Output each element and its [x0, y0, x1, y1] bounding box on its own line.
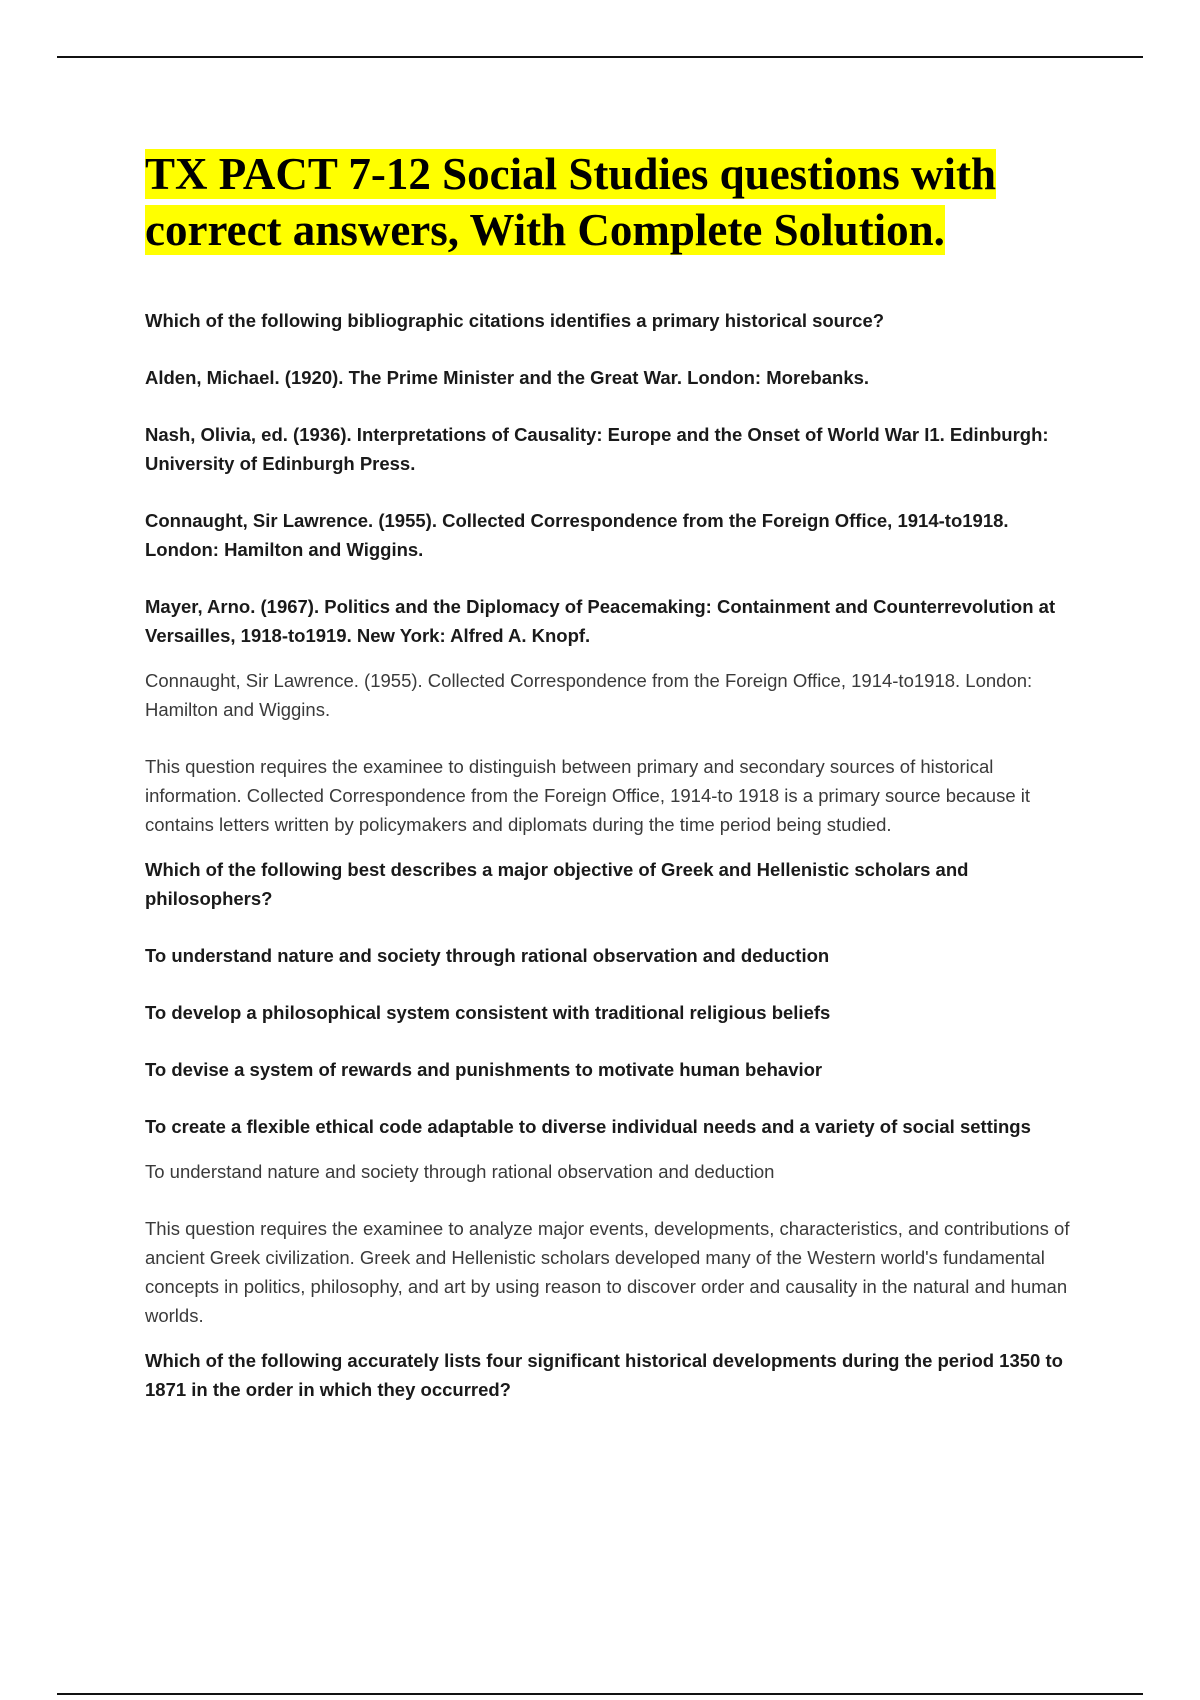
header-rule [57, 56, 1143, 58]
explanation: This question requires the examinee to analyze major events, developments, characteristics, and contributions of ancient Greek civilization. Greek and Hellenistic scholars developed many of the Western world's fundamental concepts in politics, philosophy, and art by using reason to discover order and causality in the natural and human worlds. [145, 1218, 1070, 1326]
question-text: Which of the following best describes a major objective of Greek and Hellenistic scholars and philosophers? [145, 859, 969, 909]
answer-option: Mayer, Arno. (1967). Politics and the Diplomacy of Peacemaking: Containment and Counterrevolution at Versailles, 1918-to1919. New York: Alfred A. Knopf. [145, 596, 1056, 646]
question-block-3 [145, 1346, 1085, 1404]
correct-answer: To understand nature and society through rational observation and deduction [145, 1161, 775, 1182]
question-text: Which of the following bibliographic citations identifies a primary historical source? [145, 310, 885, 331]
correct-answer: Connaught, Sir Lawrence. (1955). Collected Correspondence from the Foreign Office, 1914-to1918. London: Hamilton and Wiggins. [145, 670, 1033, 720]
question-text: Which of the following accurately lists four significant historical developments during the period 1350 to 1871 in the order in which they occurred? [145, 1350, 1063, 1400]
explanation: This question requires the examinee to distinguish between primary and secondary sources of historical information. Collected Correspondence from the Foreign Office, 1914-to 1918 is a primary source because it contains letters written by policymakers and diplomats during the time period being studied. [145, 756, 1031, 835]
answer-option: To create a flexible ethical code adaptable to diverse individual needs and a variety of social settings [145, 1116, 1031, 1137]
answer-option: Connaught, Sir Lawrence. (1955). Collected Correspondence from the Foreign Office, 1914-to1918. London: Hamilton and Wiggins. [145, 510, 1009, 560]
answer-option: Nash, Olivia, ed. (1936). Interpretations of Causality: Europe and the Onset of World War I1. Edinburgh: University of Edinburgh Press. [145, 424, 1049, 474]
answer-option: Alden, Michael. (1920). The Prime Minister and the Great War. London: Morebanks. [145, 367, 870, 388]
document-body [145, 146, 1085, 1404]
answer-option: To understand nature and society through rational observation and deduction [145, 945, 830, 966]
answer-option: To devise a system of rewards and punishments to motivate human behavior [145, 1059, 823, 1080]
answer-option: To develop a philosophical system consistent with traditional religious beliefs [145, 1002, 831, 1023]
title-highlight: TX PACT 7-12 Social Studies questions with correct answers, With Complete Solution. [145, 149, 996, 255]
question-block-2 [145, 855, 1085, 1330]
document-title [145, 146, 1085, 258]
footer-rule [57, 1693, 1143, 1695]
question-block-1 [145, 306, 1085, 839]
